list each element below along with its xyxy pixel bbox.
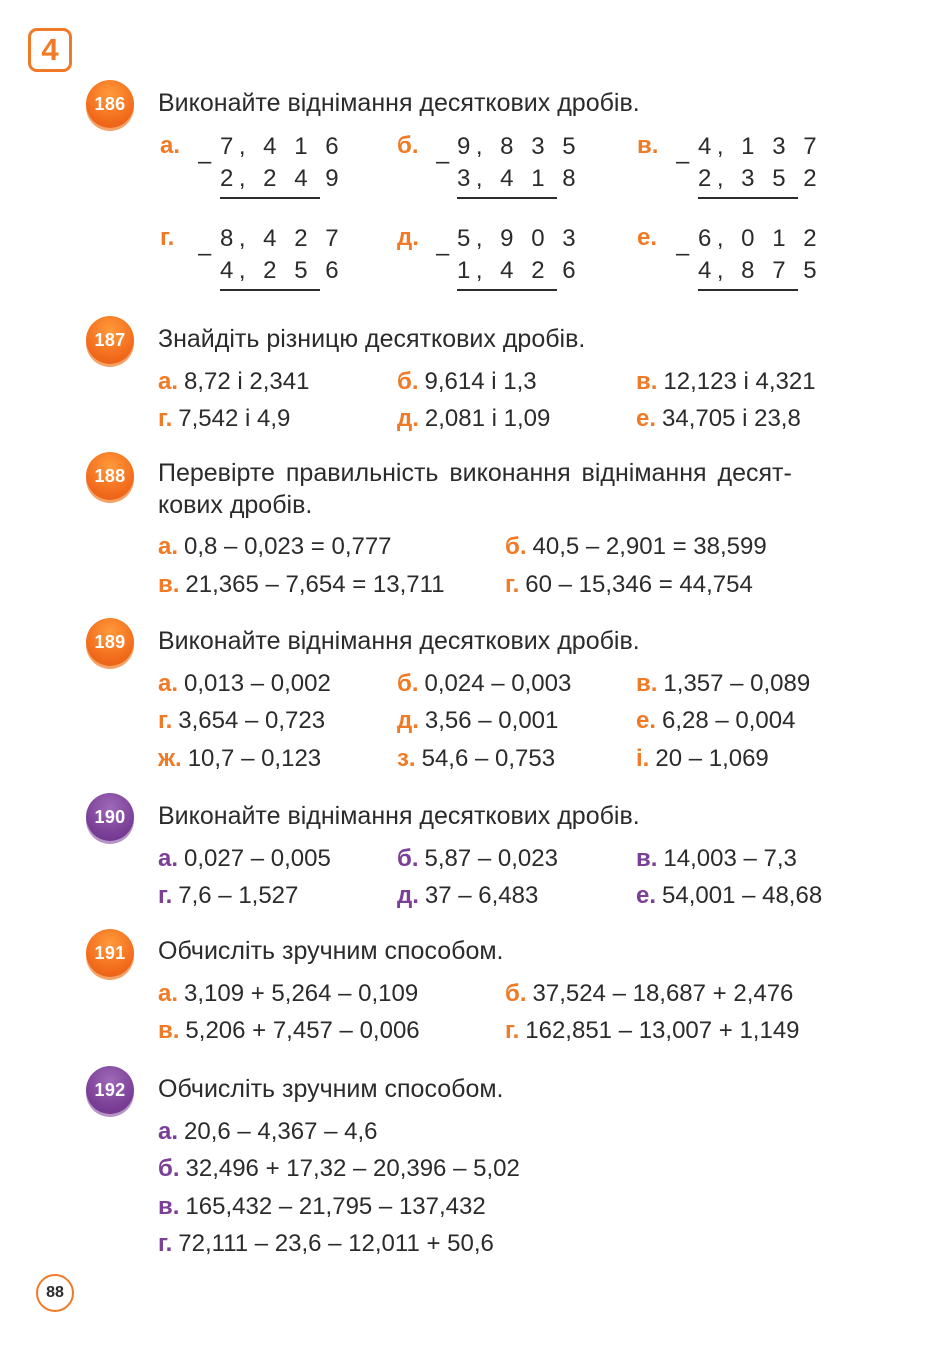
item-text: 3,109 + 5,264 – 0,109 (184, 980, 419, 1007)
minus-sign: – (198, 240, 212, 267)
page-number: 88 (36, 1274, 74, 1312)
exercise-item (158, 570, 445, 600)
item-text: 60 – 15,346 = 44,754 (525, 571, 753, 598)
subtrahend: 2, 3 5 2 (698, 163, 798, 199)
item-text: 72,111 – 23,6 – 12,011 + 50,6 (178, 1230, 494, 1257)
exercise-item (636, 706, 795, 736)
item-label: а. (158, 368, 179, 395)
item-label: в. (158, 1193, 180, 1220)
item-label: г. (158, 882, 173, 909)
item-text: 10,7 – 0,123 (187, 745, 322, 772)
item-label: б. (158, 1155, 180, 1182)
item-text: 165,432 – 21,795 – 137,432 (185, 1193, 486, 1220)
item-label: б. (505, 533, 527, 560)
task-title-187: Знайдіть різницю десяткових дробів. (158, 325, 586, 353)
exercise-item (397, 744, 555, 774)
exercise-item (158, 1154, 520, 1184)
task-title-190: Виконайте віднімання десяткових дробів. (158, 802, 640, 830)
exercise-item (636, 404, 801, 434)
task-number-188: 188 (86, 452, 134, 500)
exercise-item (397, 669, 571, 699)
item-label: е. (636, 882, 657, 909)
minuend: 5, 9 0 3 (457, 225, 582, 252)
item-text: 7,6 – 1,527 (178, 882, 299, 909)
subtrahend: 4, 2 5 6 (220, 255, 320, 291)
item-text: 12,123 і 4,321 (663, 368, 816, 395)
exercise-item (505, 570, 753, 600)
task-number-192: 192 (86, 1066, 134, 1114)
item-text: 1,357 – 0,089 (663, 670, 811, 697)
exercise-item (397, 404, 550, 434)
task-title-191: Обчисліть зручним способом. (158, 937, 504, 965)
item-text: 0,024 – 0,003 (424, 670, 572, 697)
minus-sign: – (198, 148, 212, 175)
task-number-187: 187 (86, 316, 134, 364)
item-label: а. (158, 980, 179, 1007)
exercise-item (505, 979, 793, 1009)
minuend: 4, 1 3 7 (698, 133, 823, 160)
item-label: в. (636, 670, 658, 697)
exercise-item (505, 532, 767, 562)
task-title-188: Перевірте правильність виконання віднімання десят- (158, 459, 792, 487)
exercise-item (397, 881, 538, 911)
minus-sign: – (436, 240, 450, 267)
item-label: а. (158, 533, 179, 560)
item-label: в. (158, 1017, 180, 1044)
item-label: г. (158, 707, 173, 734)
subtrahend: 3, 4 1 8 (457, 163, 557, 199)
task-title-189: Виконайте віднімання десяткових дробів. (158, 627, 640, 655)
item-label: в. (636, 368, 658, 395)
item-label: д. (397, 707, 419, 734)
chapter-badge: 4 (28, 28, 72, 72)
item-label: б. (397, 670, 419, 697)
item-label: з. (397, 745, 416, 772)
exercise-item (158, 404, 290, 434)
item-label: в. (158, 571, 180, 598)
item-text: 37,524 – 18,687 + 2,476 (532, 980, 794, 1007)
item-text: 21,365 – 7,654 = 13,711 (185, 571, 445, 598)
item-text: 54,6 – 0,753 (421, 745, 556, 772)
item-text: 40,5 – 2,901 = 38,599 (532, 533, 767, 560)
item-text: 20,6 – 4,367 – 4,6 (184, 1118, 378, 1145)
exercise-item (636, 881, 822, 911)
exercise-item (158, 532, 392, 562)
item-label: а. (158, 670, 179, 697)
subtrahend: 2, 2 4 9 (220, 163, 320, 199)
subtrahend: 1, 4 2 6 (457, 255, 557, 291)
exercise-item (158, 844, 331, 874)
item-label: г. (158, 1230, 173, 1257)
column-label: а. (160, 132, 181, 159)
item-text: 37 – 6,483 (424, 882, 539, 909)
exercise-item (158, 367, 309, 397)
item-label: д. (397, 405, 419, 432)
item-text: 2,081 і 1,09 (424, 405, 551, 432)
item-label: д. (397, 882, 419, 909)
column-label: в. (637, 132, 659, 159)
item-text: 0,013 – 0,002 (184, 670, 331, 697)
item-label: і. (636, 745, 650, 772)
task-title-186: Виконайте віднімання десяткових дробів. (158, 89, 640, 117)
item-label: г. (158, 405, 173, 432)
exercise-item (158, 669, 331, 699)
minus-sign: – (676, 148, 690, 175)
item-text: 32,496 + 17,32 – 20,396 – 5,02 (185, 1155, 520, 1182)
minuend: 6, 0 1 2 (698, 225, 823, 252)
item-label: в. (636, 845, 658, 872)
exercise-item (636, 367, 816, 397)
item-label: б. (505, 980, 527, 1007)
item-label: г. (505, 1017, 520, 1044)
exercise-item (158, 1192, 486, 1222)
item-text: 0,027 – 0,005 (184, 845, 331, 872)
task-number-191: 191 (86, 929, 134, 977)
minuend: 9, 8 3 5 (457, 133, 582, 160)
column-label: д. (397, 224, 419, 251)
exercise-item (397, 706, 558, 736)
item-text: 9,614 і 1,3 (424, 368, 537, 395)
item-label: е. (636, 405, 657, 432)
exercise-item (158, 979, 418, 1009)
item-text: 8,72 і 2,341 (184, 368, 310, 395)
exercise-item (158, 744, 321, 774)
column-label: г. (160, 224, 175, 251)
exercise-item (158, 706, 325, 736)
task-title-192: Обчисліть зручним способом. (158, 1075, 504, 1103)
minuend: 8, 4 2 7 (220, 225, 345, 252)
item-text: 5,206 + 7,457 – 0,006 (185, 1017, 420, 1044)
exercise-item (505, 1016, 800, 1046)
exercise-item (158, 1229, 494, 1259)
task-number-190: 190 (86, 793, 134, 841)
exercise-item (158, 1016, 420, 1046)
exercise-item (397, 367, 537, 397)
item-text: 3,56 – 0,001 (424, 707, 559, 734)
minus-sign: – (436, 148, 450, 175)
task-number-189: 189 (86, 618, 134, 666)
item-label: г. (505, 571, 520, 598)
item-label: б. (397, 845, 419, 872)
item-text: 14,003 – 7,3 (663, 845, 797, 872)
item-text: 7,542 і 4,9 (178, 405, 291, 432)
exercise-item (397, 844, 558, 874)
exercise-item (158, 881, 298, 911)
item-text: 34,705 і 23,8 (662, 405, 801, 432)
item-text: 6,28 – 0,004 (662, 707, 796, 734)
item-label: а. (158, 845, 179, 872)
exercise-item (636, 844, 797, 874)
item-text: 20 – 1,069 (655, 745, 769, 772)
exercise-item (158, 1117, 378, 1147)
column-label: е. (637, 224, 658, 251)
subtrahend: 4, 8 7 5 (698, 255, 798, 291)
item-label: ж. (158, 745, 182, 772)
item-text: 5,87 – 0,023 (424, 845, 558, 872)
item-label: а. (158, 1118, 179, 1145)
minuend: 7, 4 1 6 (220, 133, 345, 160)
task-title-188-line2: кових дробів. (158, 491, 313, 519)
column-label: б. (397, 132, 419, 159)
item-label: б. (397, 368, 419, 395)
item-text: 54,001 – 48,68 (662, 882, 823, 909)
task-number-186: 186 (86, 80, 134, 128)
item-label: е. (636, 707, 657, 734)
item-text: 162,851 – 13,007 + 1,149 (525, 1017, 800, 1044)
item-text: 3,654 – 0,723 (178, 707, 326, 734)
exercise-item (636, 669, 810, 699)
item-text: 0,8 – 0,023 = 0,777 (184, 533, 392, 560)
exercise-item (636, 744, 769, 774)
minus-sign: – (676, 240, 690, 267)
